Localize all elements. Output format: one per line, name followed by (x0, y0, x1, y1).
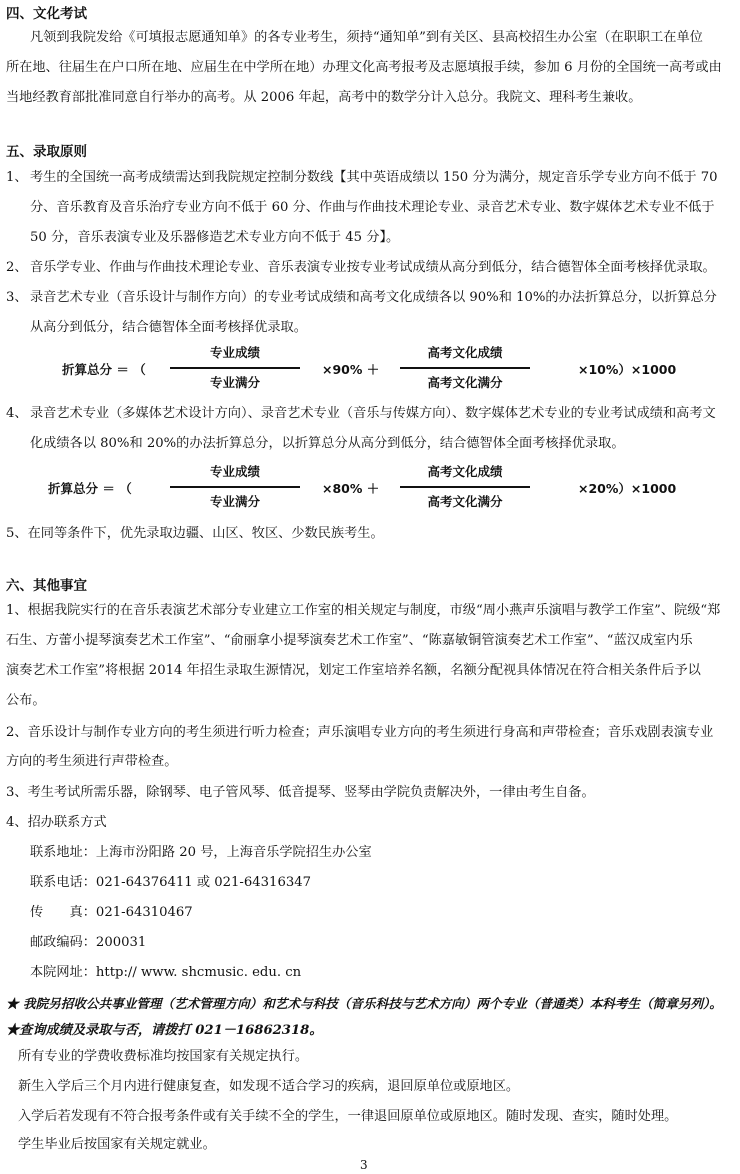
paragraph-line: 从高分到低分，结合德智体全面考核择优录取。 (30, 320, 307, 335)
formula-multiplier: ×90% ＋ (322, 362, 380, 377)
paragraph-line: 50 分，音乐表演专业及乐器修造艺术专业方向不低于 45 分】。 (30, 230, 400, 245)
section-heading-5: 五、录取原则 (6, 144, 87, 160)
paragraph-line: 分、音乐教育及音乐治疗专业方向不低于 60 分、作曲与作曲技术理论专业、录音艺术专业、数字媒体艺术专业不低于 (30, 200, 715, 215)
formula-label: 折算总分 ＝ （ (62, 362, 146, 377)
page-number: 3 (360, 1158, 368, 1172)
paragraph-line: 凡领到我院发给《可填报志愿通知单》的各专业考生，须持“通知单”到有关区、县高校招生办公室（在职职工在单位 (30, 30, 703, 45)
paragraph-line: 所在地、往届生在户口所在地、应届生在中学所在地）办理文化高考报考及志愿填报手续，参加 6 月份的全国统一高考或由 (6, 60, 722, 75)
paragraph-line: 石生、方蕾小提琴演奏艺术工作室”、“俞丽拿小提琴演奏艺术工作室”、“陈嘉敏铜管演奏艺术工作室”、“蓝汉成室内乐 (6, 633, 693, 648)
fraction-numerator: 专业成绩 (209, 464, 260, 479)
formula-multiplier: ×20%）×1000 (578, 481, 677, 496)
fraction-bar (400, 367, 530, 369)
paragraph-line: 当地经教育部批准同意自行举办的高考。从 2006 年起，高考中的数学分计入总分。我院文、理科考生兼收。 (6, 90, 642, 105)
paragraph-line: 5、在同等条件下，优先录取边疆、山区、牧区、少数民族考生。 (6, 526, 384, 541)
formula-1 (0, 343, 740, 403)
fraction-numerator: 专业成绩 (209, 345, 260, 360)
fraction-culture (400, 343, 530, 393)
paragraph-line: 录音艺术专业（多媒体艺术设计方向）、录音艺术专业（音乐与传媒方向）、数字媒体艺术专业的专业考试成绩和高考文 (30, 406, 716, 421)
paragraph-line: 音乐学专业、作曲与作曲技术理论专业、音乐表演专业按专业考试成绩从高分到低分，结合德智体全面考核择优录取。 (30, 260, 716, 275)
item-number: 3、 (6, 290, 28, 305)
fraction-professional (170, 462, 300, 512)
contact-phone: 联系电话：021-64376411 或 021-64316347 (30, 875, 312, 890)
item-number: 1、 (6, 170, 28, 185)
closing-line: 所有专业的学费收费标准均按国家有关规定执行。 (18, 1049, 309, 1064)
paragraph-line: 考生的全国统一高考成绩需达到我院规定控制分数线【其中英语成绩以 150 分为满分，规定音乐学专业方向不低于 70 (30, 170, 718, 185)
contact-website: 本院网址：http:// www. shcmusic. edu. cn (30, 965, 302, 980)
note-star-1: ★ 我院另招收公共事业管理（艺术管理方向）和艺术与科技（音乐科技与艺术方向）两个专业（普通类）本科考生（简章另列）。 (6, 996, 722, 1011)
item-number: 2、 (6, 260, 28, 275)
paragraph-line: 录音艺术专业（音乐设计与制作方向）的专业考试成绩和高考文化成绩各以 90%和 10%的办法折算总分，以折算总分 (30, 290, 717, 305)
fraction-numerator: 高考文化成绩 (427, 345, 503, 360)
fraction-bar (400, 486, 530, 488)
formula-multiplier: ×10%）×1000 (578, 362, 677, 377)
fraction-bar (170, 367, 300, 369)
formula-multiplier: ×80% ＋ (322, 481, 380, 496)
fraction-culture (400, 462, 530, 512)
contact-address: 联系地址：上海市汾阳路 20 号，上海音乐学院招生办公室 (30, 845, 372, 860)
paragraph-line: 3、考生考试所需乐器，除钢琴、电子管风琴、低音提琴、竖琴由学院负责解决外，一律由考生自备。 (6, 785, 595, 800)
section-heading-4: 四、文化考试 (6, 6, 87, 22)
contact-fax: 传 真：021-64310467 (30, 905, 193, 920)
closing-line: 学生毕业后按国家有关规定就业。 (18, 1137, 216, 1152)
formula-label: 折算总分 ＝ （ (48, 481, 132, 496)
paragraph-line: 4、招办联系方式 (6, 815, 107, 830)
paragraph-line: 方向的考生须进行声带检查。 (6, 754, 178, 769)
closing-line: 入学后若发现有不符合报考条件或有关手续不全的学生，一律退回原单位或原地区。随时发现、查实，随时处理。 (18, 1109, 678, 1124)
paragraph-line: 化成绩各以 80%和 20%的办法折算总分，以折算总分从高分到低分，结合德智体全面考核择优录取。 (30, 436, 625, 451)
fraction-bar (170, 486, 300, 488)
fraction-denominator: 高考文化满分 (427, 494, 503, 509)
note-star-2: ★查询成绩及录取与否，请拨打 021－16862318。 (6, 1023, 323, 1038)
fraction-professional (170, 343, 300, 393)
closing-line: 新生入学后三个月内进行健康复查，如发现不适合学习的疾病，退回原单位或原地区。 (18, 1079, 520, 1094)
fraction-numerator: 高考文化成绩 (427, 464, 503, 479)
paragraph-line: 2、音乐设计与制作专业方向的考生须进行听力检查；声乐演唱专业方向的考生须进行身高和声带检查；音乐戏剧表演专业 (6, 725, 714, 740)
fraction-denominator: 高考文化满分 (427, 375, 503, 390)
fraction-denominator: 专业满分 (209, 494, 260, 509)
fraction-denominator: 专业满分 (209, 375, 260, 390)
paragraph-line: 演奏艺术工作室”将根据 2014 年招生录取生源情况，划定工作室培养名额，名额分配视具体情况在符合相关条件后予以 (6, 663, 701, 678)
formula-2 (0, 462, 740, 522)
item-number: 4、 (6, 406, 28, 421)
contact-postcode: 邮政编码：200031 (30, 935, 147, 950)
paragraph-line: 1、根据我院实行的在音乐表演艺术部分专业建立工作室的相关规定与制度，市级“周小燕声乐演唱与教学工作室”、院级“郑 (6, 603, 721, 618)
section-heading-6: 六、其他事宜 (6, 578, 87, 594)
paragraph-line: 公布。 (6, 693, 46, 708)
